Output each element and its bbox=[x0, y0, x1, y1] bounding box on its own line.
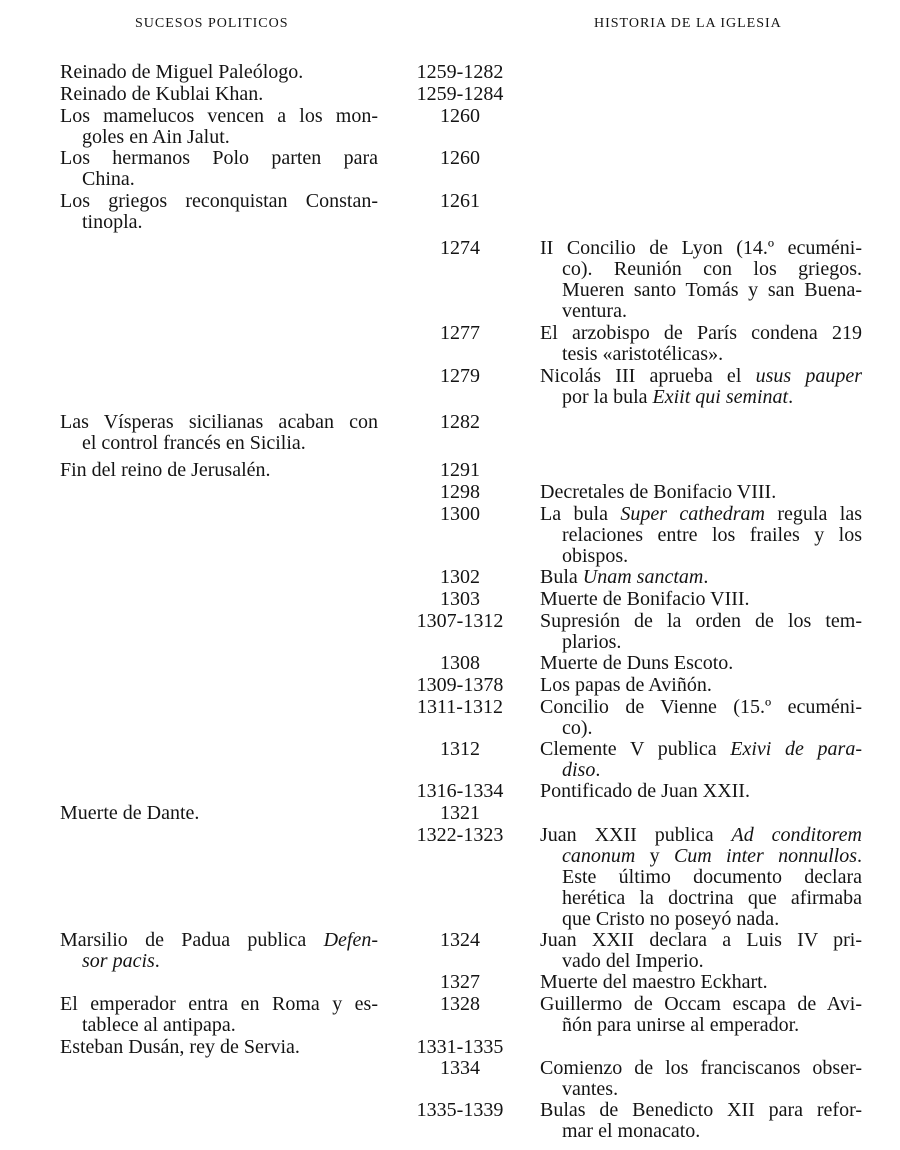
church-history-entry bbox=[540, 972, 862, 993]
year-label: 1298 bbox=[440, 481, 480, 503]
church-history-line: plarios. bbox=[562, 631, 622, 653]
year-label: 1282 bbox=[440, 411, 480, 433]
year-label: 1259-1284 bbox=[416, 83, 504, 105]
church-history-entry bbox=[540, 366, 862, 408]
year-label: 1309-1378 bbox=[416, 674, 504, 696]
political-event-line: Muerte de Dante. bbox=[60, 802, 200, 824]
church-history-line: Pontificado de Juan XXII. bbox=[540, 780, 750, 802]
church-history-line: vado del Imperio. bbox=[562, 950, 704, 972]
year-label: 1300 bbox=[440, 503, 480, 525]
year-label: 1316-1334 bbox=[416, 780, 504, 802]
year-label: 1291 bbox=[440, 459, 480, 481]
political-event-line: Esteban Dusán, rey de Servia. bbox=[60, 1036, 300, 1058]
political-event-line: Reinado de Kublai Khan. bbox=[60, 83, 264, 105]
church-history-line: diso. bbox=[562, 759, 601, 781]
church-history-entry bbox=[540, 675, 862, 696]
political-event-line: Los griegos reconquistan Constan- bbox=[60, 190, 378, 212]
year-label: 1260 bbox=[440, 147, 480, 169]
church-history-line: Mueren santo Tomás y san Buena- bbox=[562, 279, 862, 301]
church-history-entry bbox=[540, 1100, 862, 1142]
political-event-entry bbox=[60, 1037, 378, 1058]
church-history-entry bbox=[540, 930, 862, 972]
political-event-entry bbox=[60, 191, 378, 233]
year-label: 1260 bbox=[440, 105, 480, 127]
political-event-entry bbox=[60, 84, 378, 105]
church-history-line: Bulas de Benedicto XII para refor- bbox=[540, 1099, 862, 1121]
church-history-line: Muerte de Duns Escoto. bbox=[540, 652, 734, 674]
church-history-line: Comienzo de los franciscanos obser- bbox=[540, 1057, 862, 1079]
political-event-line: tinopla. bbox=[82, 211, 143, 233]
political-event-line: el control francés en Sicilia. bbox=[82, 432, 306, 454]
church-history-line: El arzobispo de París condena 219 bbox=[540, 322, 862, 344]
year-label: 1335-1339 bbox=[416, 1099, 504, 1121]
political-event-entry bbox=[60, 148, 378, 190]
year-label: 1321 bbox=[440, 802, 480, 824]
church-history-entry bbox=[540, 994, 862, 1036]
church-history-line: que Cristo no poseyó nada. bbox=[562, 908, 780, 930]
church-history-entry bbox=[540, 697, 862, 739]
church-history-line: mar el monacato. bbox=[562, 1120, 701, 1142]
political-event-line: Reinado de Miguel Paleólogo. bbox=[60, 61, 304, 83]
church-history-line: Los papas de Aviñón. bbox=[540, 674, 712, 696]
church-history-entry bbox=[540, 739, 862, 781]
church-history-line: ventura. bbox=[562, 300, 627, 322]
political-event-line: sor pacis. bbox=[82, 950, 160, 972]
church-history-line: Decretales de Bonifacio VIII. bbox=[540, 481, 777, 503]
church-history-line: Muerte del maestro Eckhart. bbox=[540, 971, 768, 993]
church-history-entry bbox=[540, 781, 862, 802]
year-label: 1279 bbox=[440, 365, 480, 387]
political-event-entry bbox=[60, 62, 378, 83]
church-history-line: Bula Unam sanctam. bbox=[540, 566, 709, 588]
church-history-entry bbox=[540, 653, 862, 674]
church-history-line: ñón para unirse al emperador. bbox=[562, 1014, 800, 1036]
year-label: 1308 bbox=[440, 652, 480, 674]
church-history-line: Juan XXII publica Ad conditorem bbox=[540, 824, 862, 846]
political-event-entry bbox=[60, 412, 378, 454]
political-event-entry bbox=[60, 106, 378, 148]
church-history-line: Supresión de la orden de los tem- bbox=[540, 610, 862, 632]
church-history-line: tesis «aristotélicas». bbox=[562, 343, 724, 365]
year-label: 1312 bbox=[440, 738, 480, 760]
column-header-church-history: HISTORIA DE LA IGLESIA bbox=[594, 16, 782, 31]
church-history-entry bbox=[540, 482, 862, 503]
political-event-line: Los mamelucos vencen a los mon- bbox=[60, 105, 378, 127]
church-history-line: Clemente V publica Exivi de para- bbox=[540, 738, 862, 760]
year-label: 1303 bbox=[440, 588, 480, 610]
year-label: 1302 bbox=[440, 566, 480, 588]
church-history-line: Nicolás III aprueba el usus pauper bbox=[540, 365, 862, 387]
church-history-line: herética la doctrina que afirmaba bbox=[562, 887, 862, 909]
church-history-line: canonum y Cum inter nonnullos. bbox=[562, 845, 862, 867]
church-history-line: co). bbox=[562, 717, 593, 739]
church-history-line: II Concilio de Lyon (14.º ecuméni- bbox=[540, 237, 862, 259]
political-event-line: Las Vísperas sicilianas acaban con bbox=[60, 411, 378, 433]
political-event-entry bbox=[60, 460, 378, 481]
year-label: 1311-1312 bbox=[417, 696, 503, 718]
column-header-political-events: SUCESOS POLITICOS bbox=[135, 16, 289, 31]
church-history-entry bbox=[540, 611, 862, 653]
church-history-entry bbox=[540, 238, 862, 322]
church-history-line: Muerte de Bonifacio VIII. bbox=[540, 588, 750, 610]
church-history-line: Este último documento declara bbox=[562, 866, 862, 888]
church-history-entry bbox=[540, 589, 862, 610]
political-event-entry bbox=[60, 803, 378, 824]
church-history-entry bbox=[540, 825, 862, 930]
year-label: 1322-1323 bbox=[416, 824, 504, 846]
church-history-line: vantes. bbox=[562, 1078, 619, 1100]
political-event-line: Los hermanos Polo parten para bbox=[60, 147, 378, 169]
church-history-line: Juan XXII declara a Luis IV pri- bbox=[540, 929, 862, 951]
year-label: 1274 bbox=[440, 237, 480, 259]
year-label: 1334 bbox=[440, 1057, 480, 1079]
year-label: 1259-1282 bbox=[416, 61, 504, 83]
church-history-entry bbox=[540, 567, 862, 588]
year-label: 1328 bbox=[440, 993, 480, 1015]
political-event-entry bbox=[60, 994, 378, 1036]
church-history-entry bbox=[540, 1058, 862, 1100]
year-label: 1307-1312 bbox=[416, 610, 504, 632]
political-event-line: El emperador entra en Roma y es- bbox=[60, 993, 378, 1015]
church-history-line: obispos. bbox=[562, 545, 629, 567]
year-label: 1277 bbox=[440, 322, 480, 344]
political-event-line: China. bbox=[82, 168, 135, 190]
year-label: 1327 bbox=[440, 971, 480, 993]
year-label: 1324 bbox=[440, 929, 480, 951]
church-history-line: co). Reunión con los griegos. bbox=[562, 258, 862, 280]
church-history-line: relaciones entre los frailes y los bbox=[562, 524, 862, 546]
church-history-entry bbox=[540, 323, 862, 365]
church-history-line: por la bula Exiit qui seminat. bbox=[562, 386, 794, 408]
political-event-line: goles en Ain Jalut. bbox=[82, 126, 230, 148]
political-event-line: Marsilio de Padua publica Defen- bbox=[60, 929, 378, 951]
political-event-entry bbox=[60, 930, 378, 972]
year-label: 1261 bbox=[440, 190, 480, 212]
church-history-line: Concilio de Vienne (15.º ecuméni- bbox=[540, 696, 862, 718]
political-event-line: tablece al antipapa. bbox=[82, 1014, 236, 1036]
church-history-entry bbox=[540, 504, 862, 567]
church-history-line: La bula Super cathedram regula las bbox=[540, 503, 863, 525]
year-label: 1331-1335 bbox=[416, 1036, 504, 1058]
church-history-line: Guillermo de Occam escapa de Avi- bbox=[540, 993, 862, 1015]
political-event-line: Fin del reino de Jerusalén. bbox=[60, 459, 271, 481]
